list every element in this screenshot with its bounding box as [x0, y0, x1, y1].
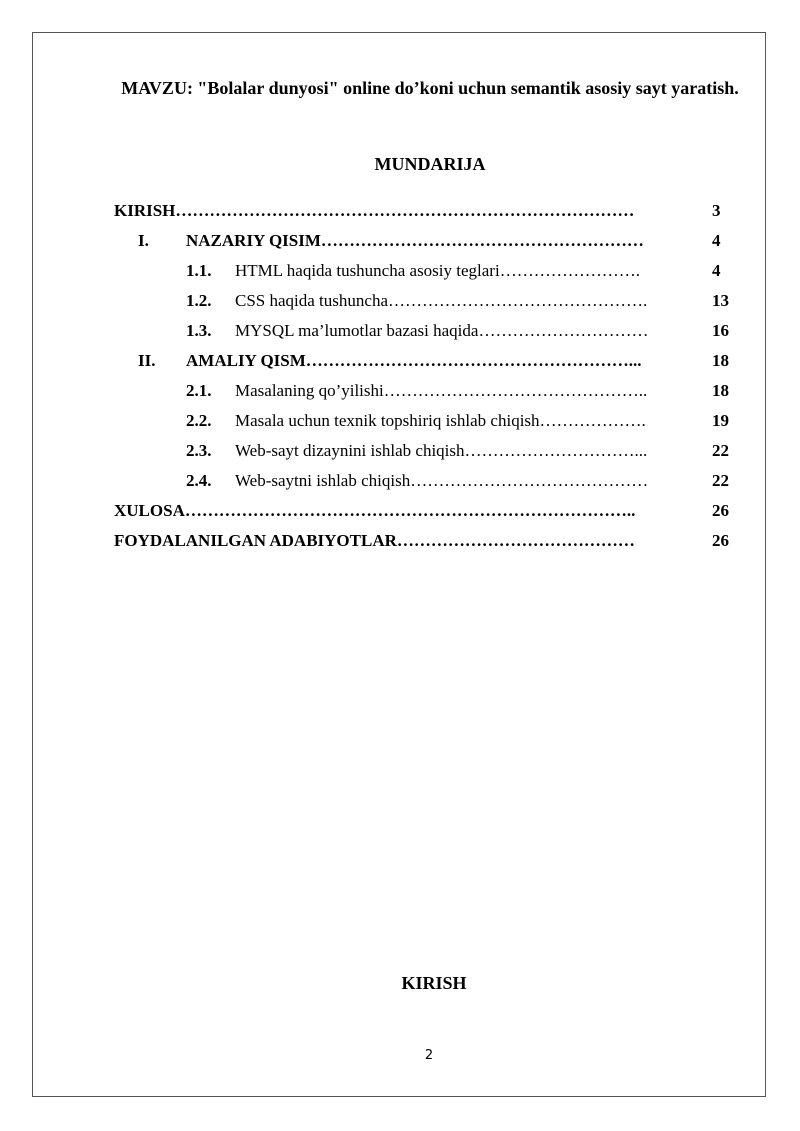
toc-row-2-2[interactable]: [114, 409, 744, 433]
toc-page-number: 18: [712, 381, 729, 400]
toc-row-xulosa[interactable]: [114, 499, 744, 523]
toc-row-foydalanilgan-adabiyotlar[interactable]: [114, 529, 744, 553]
toc-page-number: 13: [712, 291, 729, 310]
toc-number: 2.4.: [186, 471, 212, 490]
toc-page-number: 22: [712, 471, 729, 490]
toc-number: I.: [138, 231, 149, 250]
toc-title: AMALIY QISM…………………………………………………...: [186, 351, 642, 370]
toc-page-number: 26: [712, 531, 729, 550]
document-topic: MAVZU: "Bolalar dunyosi" online do’koni uchun semantik asosiy sayt yaratish.: [121, 78, 739, 98]
toc-row-nazariy-qisim[interactable]: [114, 229, 744, 253]
toc-title: HTML haqida tushuncha asosiy teglari…………………….: [235, 261, 640, 280]
toc-page-number: 16: [712, 321, 729, 340]
toc-title: KIRISH………………………………………………………………………: [114, 201, 635, 220]
toc-title: Web-saytni ishlab chiqish……………………………………: [235, 471, 649, 490]
toc-page-number: 19: [712, 411, 729, 430]
section-heading-kirish: KIRISH: [401, 973, 467, 993]
toc-title: MYSQL ma’lumotlar bazasi haqida…………………………: [235, 321, 649, 340]
toc-title: CSS haqida tushuncha……………………………………….: [235, 291, 648, 310]
toc-title: XULOSA……………………………………………………………………..: [114, 501, 636, 520]
toc-page-number: 3: [712, 201, 721, 220]
toc-page-number: 22: [712, 441, 729, 460]
toc-number: 1.1.: [186, 261, 212, 280]
toc-row-2-1[interactable]: [114, 379, 744, 403]
toc-row-2-4[interactable]: [114, 469, 744, 493]
toc-page-number: 18: [712, 351, 729, 370]
toc-page-number: 4: [712, 261, 721, 280]
toc-number: II.: [138, 351, 156, 370]
toc-page-number: 26: [712, 501, 729, 520]
toc-row-2-3[interactable]: [114, 439, 744, 463]
toc-title: Masala uchun texnik topshiriq ishlab chiqish……………….: [235, 411, 646, 430]
toc-row-1-3[interactable]: [114, 319, 744, 343]
toc-row-amaliy-qism[interactable]: [114, 349, 744, 373]
page-number: 2: [424, 1048, 434, 1063]
toc-title: NAZARIY QISIM…………………………………………………: [186, 231, 644, 250]
toc-number: 1.3.: [186, 321, 212, 340]
toc-number: 2.1.: [186, 381, 212, 400]
toc-row-1-1[interactable]: [114, 259, 744, 283]
toc-row-kirish[interactable]: [114, 199, 744, 223]
page-frame: [32, 32, 766, 1097]
toc-page-number: 4: [712, 231, 721, 250]
toc-title: FOYDALANILGAN ADABIYOTLAR……………………………………: [114, 531, 635, 550]
toc-title: Masalaning qo’yilishi………………………………………..: [235, 381, 648, 400]
toc-number: 2.3.: [186, 441, 212, 460]
toc-number: 2.2.: [186, 411, 212, 430]
toc-heading: MUNDARIJA: [374, 154, 486, 174]
toc-number: 1.2.: [186, 291, 212, 310]
toc-row-1-2[interactable]: [114, 289, 744, 313]
toc-title: Web-sayt dizaynini ishlab chiqish…………………………...: [235, 441, 648, 460]
